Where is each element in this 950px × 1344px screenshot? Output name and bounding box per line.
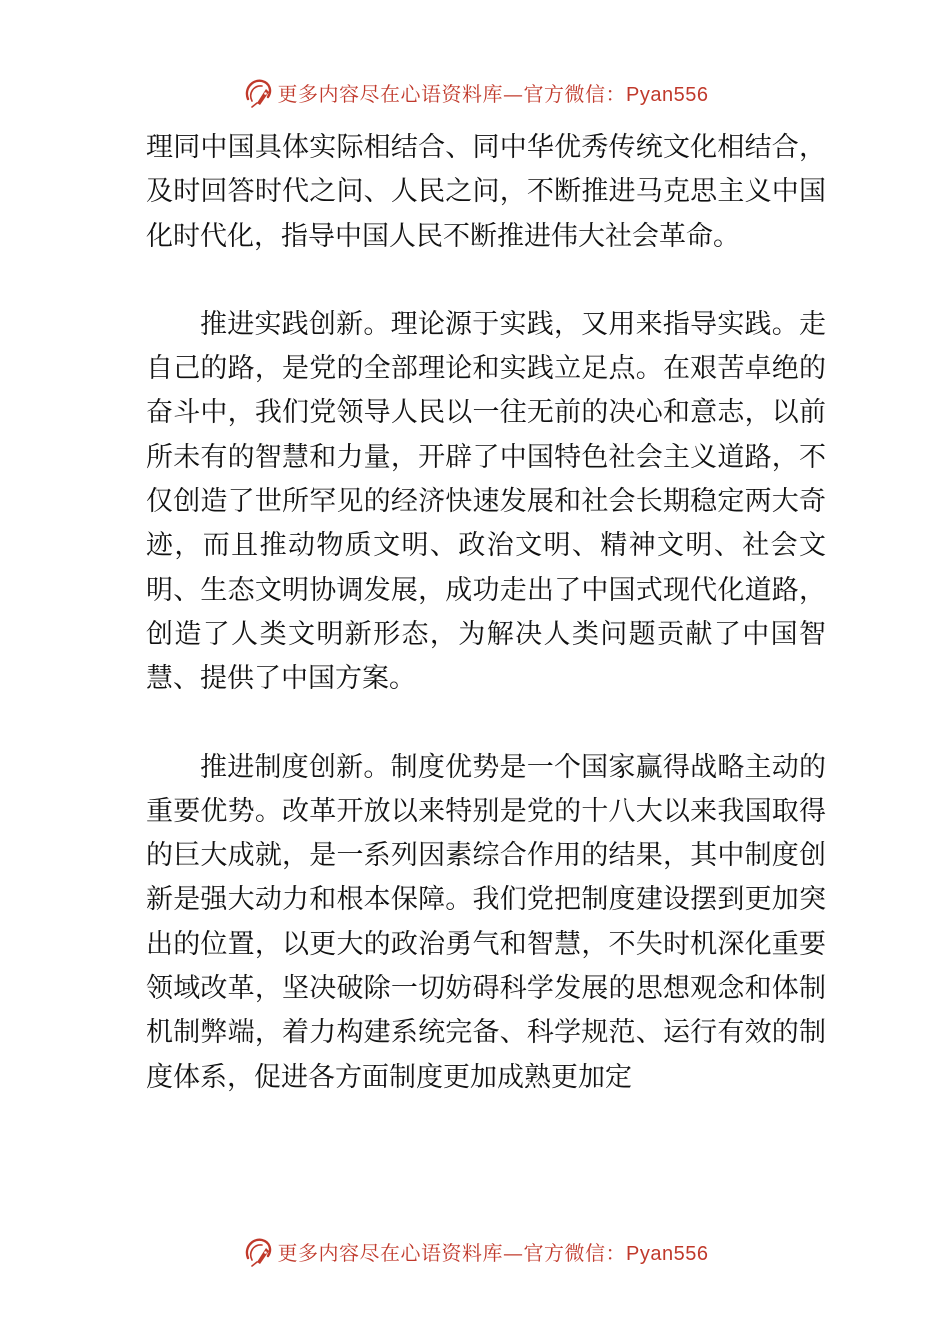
banner-dash: — [503, 81, 524, 106]
banner-dash: — [503, 1240, 524, 1265]
document-body [146, 126, 826, 1100]
paragraph: 推进制度创新。制度优势是一个国家赢得战略主动的重要优势。改革开放以来特别是党的十八大以来我国取得的巨大成就，是一系列因素综合作用的结果，其中制度创新是强大动力和根本保障。我们党把制度建设摆到更加突出的位置，以更大的政治勇气和智慧，不失时机深化重要领域改革，坚决破除一切妨碍科学发展的思想观念和体制机制弊端，着力构建系统完备、科学规范、运行有效的制度体系，促进各方面制度更加成熟更加定 [146, 751, 826, 1093]
pen-nib-swirl-icon [242, 75, 276, 109]
header-banner [0, 72, 950, 112]
banner-main-text: 更多内容尽在心语资料库 [277, 1240, 504, 1265]
banner-main-text: 更多内容尽在心语资料库 [277, 81, 504, 106]
footer-banner [0, 1231, 950, 1271]
paragraph: 推进实践创新。理论源于实践，又用来指导实践。走自己的路，是党的全部理论和实践立足点。在艰苦卓绝的奋斗中，我们党领导人民以一往无前的决心和意志，以前所未有的智慧和力量，开辟了中国特色社会主义道路，不仅创造了世所罕见的经济快速发展和社会长期稳定两大奇迹，而且推动物质文明、政治文明、精神文明、社会文明、生态文明协调发展，成功走出了中国式现代化道路，创造了人类文明新形态，为解决人类问题贡献了中国智慧、提供了中国方案。 [146, 308, 826, 695]
banner-wechat-id: Pyan556 [626, 1242, 709, 1265]
paragraph: 理同中国具体实际相结合、同中华优秀传统文化相结合，及时回答时代之问、人民之问，不断推进马克思主义中国化时代化，指导中国人民不断推进伟大社会革命。 [146, 132, 826, 252]
banner-text [278, 78, 709, 107]
banner-text [278, 1237, 709, 1266]
pen-nib-swirl-icon [242, 1234, 276, 1268]
banner-wechat-label: 官方微信： [523, 1240, 627, 1265]
banner-wechat-label: 官方微信： [523, 81, 627, 106]
banner-wechat-id: Pyan556 [626, 83, 709, 106]
